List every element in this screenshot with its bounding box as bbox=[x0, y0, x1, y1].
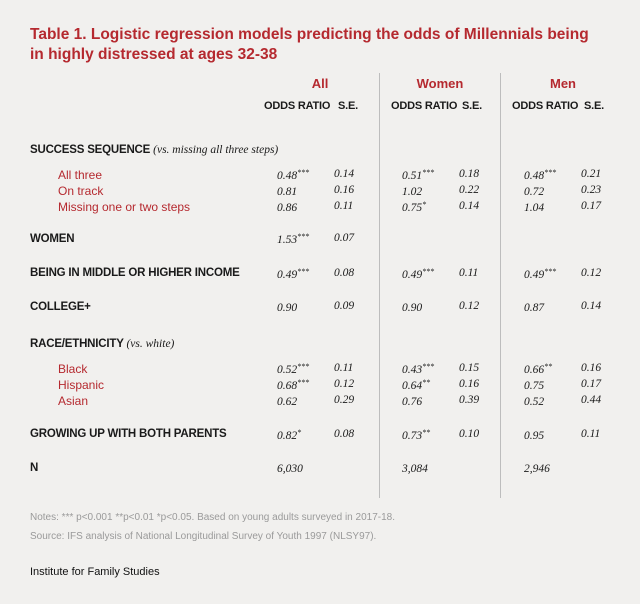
se-value: 0.23 bbox=[581, 184, 602, 196]
odds-ratio-value: 0.52 bbox=[277, 364, 298, 376]
se-value: 0.17 bbox=[581, 200, 602, 212]
significance-marker: *** bbox=[544, 267, 557, 276]
odds-ratio-cell bbox=[277, 428, 301, 442]
section-label: SUCCESS SEQUENCE bbox=[30, 144, 151, 156]
odds-ratio-cell bbox=[524, 378, 544, 392]
odds-ratio-cell bbox=[402, 300, 422, 314]
odds-ratio-value: 0.76 bbox=[402, 396, 423, 408]
significance-marker: *** bbox=[297, 232, 310, 241]
column-divider-women bbox=[379, 73, 380, 498]
se-value: 0.22 bbox=[459, 184, 480, 196]
section-race bbox=[30, 338, 174, 350]
odds-ratio-value: 0.64 bbox=[402, 380, 423, 392]
odds-ratio-cell bbox=[277, 168, 309, 182]
brand-name: Institute for Family Studies bbox=[30, 566, 160, 578]
significance-marker: *** bbox=[544, 168, 557, 177]
odds-ratio-cell bbox=[524, 184, 544, 198]
subheader-se-women: S.E. bbox=[462, 100, 482, 112]
odds-ratio-value: 0.87 bbox=[524, 302, 545, 314]
subheader-odds-ratio-men: ODDS RATIO bbox=[512, 100, 579, 112]
section-parents: GROWING UP WITH BOTH PARENTS bbox=[30, 428, 227, 440]
odds-ratio-cell bbox=[402, 184, 422, 198]
odds-ratio-value: 0.66 bbox=[524, 364, 545, 376]
section-note: (vs. missing all three steps) bbox=[153, 144, 279, 156]
odds-ratio-value: 0.51 bbox=[402, 170, 423, 182]
significance-marker: * bbox=[297, 428, 302, 437]
row-label-hispanic: Hispanic bbox=[58, 378, 105, 392]
odds-ratio-cell bbox=[277, 232, 309, 246]
se-value: 0.10 bbox=[459, 428, 480, 440]
odds-ratio-cell bbox=[277, 378, 309, 392]
row-label-on-track: On track bbox=[58, 184, 104, 198]
odds-ratio-value: 0.75 bbox=[402, 202, 423, 214]
odds-ratio-value: 0.86 bbox=[277, 202, 298, 214]
se-value: 0.08 bbox=[334, 428, 355, 440]
subheader-odds-ratio-all: ODDS RATIO bbox=[264, 100, 331, 112]
notes: Notes: *** p<0.001 **p<0.01 *p<0.05. Based on young adults surveyed in 2017-18. bbox=[30, 512, 395, 523]
se-value: 0.18 bbox=[459, 168, 480, 180]
odds-ratio-value: 0.49 bbox=[524, 269, 545, 281]
significance-marker: *** bbox=[297, 362, 310, 371]
significance-marker: *** bbox=[422, 362, 435, 371]
odds-ratio-cell bbox=[524, 428, 544, 442]
se-value: 0.14 bbox=[334, 168, 355, 180]
se-value: 0.14 bbox=[581, 300, 602, 312]
odds-ratio-cell bbox=[402, 200, 426, 214]
odds-ratio-value: 0.43 bbox=[402, 364, 423, 376]
se-value: 0.09 bbox=[334, 300, 355, 312]
section-income: BEING IN MIDDLE OR HIGHER INCOME bbox=[30, 267, 240, 279]
odds-ratio-value: 1.53 bbox=[277, 234, 298, 246]
significance-marker: *** bbox=[297, 168, 310, 177]
odds-ratio-cell bbox=[277, 200, 297, 214]
subheader-se-men: S.E. bbox=[584, 100, 604, 112]
odds-ratio-value: 0.49 bbox=[402, 269, 423, 281]
odds-ratio-value: 0.49 bbox=[277, 269, 298, 281]
odds-ratio-value: 0.48 bbox=[277, 170, 298, 182]
column-divider-men bbox=[500, 73, 501, 498]
odds-ratio-cell bbox=[277, 394, 297, 408]
source: Source: IFS analysis of National Longitudinal Survey of Youth 1997 (NLSY97). bbox=[30, 531, 377, 542]
section-label: RACE/ETHNICITY bbox=[30, 338, 124, 350]
se-value: 0.17 bbox=[581, 378, 602, 390]
se-value: 0.21 bbox=[581, 168, 602, 180]
se-value: 0.14 bbox=[459, 200, 480, 212]
se-value: 0.16 bbox=[459, 378, 480, 390]
table-title: Table 1. Logistic regression models predicting the odds of Millennials being in highly distressed at ages 32-38 bbox=[30, 26, 589, 63]
odds-ratio-cell bbox=[277, 267, 309, 281]
odds-ratio-value: 0.73 bbox=[402, 430, 423, 442]
group-header-all: All bbox=[311, 76, 329, 91]
sample-size-all: 6,030 bbox=[277, 463, 303, 475]
odds-ratio-value: 0.52 bbox=[524, 396, 545, 408]
sample-size-women: 3,084 bbox=[402, 463, 428, 475]
significance-marker: *** bbox=[297, 267, 310, 276]
significance-marker: *** bbox=[422, 267, 435, 276]
odds-ratio-value: 0.48 bbox=[524, 170, 545, 182]
odds-ratio-value: 0.68 bbox=[277, 380, 298, 392]
significance-marker: *** bbox=[422, 168, 435, 177]
significance-marker: ** bbox=[422, 428, 431, 437]
odds-ratio-value: 0.62 bbox=[277, 396, 298, 408]
odds-ratio-value: 0.81 bbox=[277, 186, 298, 198]
odds-ratio-cell bbox=[524, 267, 556, 281]
odds-ratio-value: 0.82 bbox=[277, 430, 298, 442]
group-header-women: Women bbox=[416, 76, 464, 91]
se-value: 0.12 bbox=[459, 300, 480, 312]
odds-ratio-cell bbox=[524, 300, 544, 314]
section-n: N bbox=[30, 462, 39, 474]
odds-ratio-cell bbox=[277, 300, 297, 314]
section-women: WOMEN bbox=[30, 233, 75, 245]
se-value: 0.11 bbox=[334, 200, 354, 212]
se-value: 0.08 bbox=[334, 267, 355, 279]
odds-ratio-cell bbox=[402, 168, 434, 182]
odds-ratio-cell bbox=[277, 362, 309, 376]
section-college: COLLEGE+ bbox=[30, 301, 91, 313]
significance-marker: * bbox=[422, 200, 427, 209]
se-value: 0.12 bbox=[581, 267, 602, 279]
odds-ratio-value: 0.72 bbox=[524, 186, 545, 198]
odds-ratio-value: 0.75 bbox=[524, 380, 545, 392]
se-value: 0.11 bbox=[334, 362, 354, 374]
se-value: 0.07 bbox=[334, 232, 355, 244]
odds-ratio-cell bbox=[524, 362, 552, 376]
significance-marker: ** bbox=[544, 362, 553, 371]
row-label-asian: Asian bbox=[58, 394, 89, 408]
odds-ratio-value: 0.90 bbox=[277, 302, 298, 314]
subheader-odds-ratio-women: ODDS RATIO bbox=[391, 100, 458, 112]
se-value: 0.12 bbox=[334, 378, 355, 390]
sample-size-men: 2,946 bbox=[524, 463, 550, 475]
odds-ratio-value: 1.04 bbox=[524, 202, 545, 214]
se-value: 0.16 bbox=[581, 362, 602, 374]
se-value: 0.11 bbox=[581, 428, 601, 440]
se-value: 0.16 bbox=[334, 184, 355, 196]
group-header-men: Men bbox=[550, 76, 576, 91]
se-value: 0.15 bbox=[459, 362, 480, 374]
odds-ratio-value: 1.02 bbox=[402, 186, 423, 198]
odds-ratio-cell bbox=[524, 168, 556, 182]
section-success-sequence bbox=[30, 144, 278, 156]
odds-ratio-cell bbox=[402, 362, 434, 376]
se-value: 0.44 bbox=[581, 394, 602, 406]
row-label-black: Black bbox=[58, 362, 88, 376]
section-note: (vs. white) bbox=[126, 338, 175, 350]
se-value: 0.39 bbox=[459, 394, 480, 406]
odds-ratio-value: 0.90 bbox=[402, 302, 423, 314]
odds-ratio-cell bbox=[277, 184, 297, 198]
significance-marker: ** bbox=[422, 378, 431, 387]
significance-marker: *** bbox=[297, 378, 310, 387]
row-label-all-three: All three bbox=[58, 168, 103, 182]
odds-ratio-cell bbox=[402, 394, 422, 408]
odds-ratio-cell bbox=[524, 394, 544, 408]
odds-ratio-value: 0.95 bbox=[524, 430, 545, 442]
row-label-missing: Missing one or two steps bbox=[58, 200, 191, 214]
odds-ratio-cell bbox=[402, 267, 434, 281]
se-value: 0.11 bbox=[459, 267, 479, 279]
odds-ratio-cell bbox=[402, 428, 430, 442]
se-value: 0.29 bbox=[334, 394, 355, 406]
odds-ratio-cell bbox=[524, 200, 544, 214]
subheader-se-all: S.E. bbox=[338, 100, 358, 112]
odds-ratio-cell bbox=[402, 378, 430, 392]
